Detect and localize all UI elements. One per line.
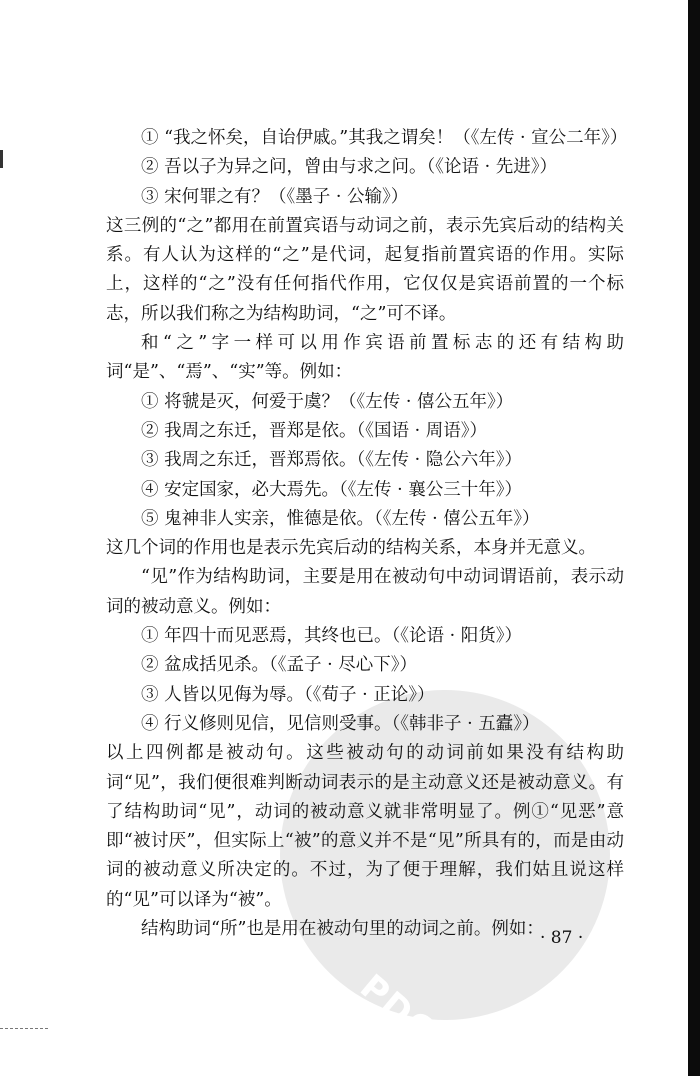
example-line: ② 盆成括见杀。（《孟子 · 尽心下》） — [141, 655, 417, 676]
explanation-paragraph: 以上四例都是被动句。这些被动句的动词前如果没有结构助词“见”，我们便很难判断动词表示的是主动意义还是被动意义。有了结构助词“见”，动词的被动意义就非常明显了。例①“见恶”意即“被讨厌”，但实际上“被”的意义并不是“见”所具有的，而是由动词的被动意义所决定的。不过，为了便于理解，我们姑且说这样的“见”可以译为“被”。 — [106, 743, 624, 910]
example-line: ① 将虢是灭，何爱于虞？（《左传 · 僖公五年》） — [141, 391, 514, 412]
watermark-text: PDG — [352, 966, 445, 1054]
page-body — [106, 124, 628, 944]
example-line: ⑤ 鬼神非人实亲，惟德是依。（《左传 · 僖公五年》） — [141, 508, 540, 529]
example-line: ③ 人皆以见侮为辱。（《荀子 · 正论》） — [141, 684, 435, 705]
page-number: · 87 · — [540, 928, 584, 948]
example-line: ④ 安定国家，必大焉先。（《左传 · 襄公三十年》） — [141, 479, 522, 500]
scan-edge-mark — [0, 150, 3, 168]
explanation-paragraph: 这几个词的作用也是表示先宾后动的结构关系，本身并无意义。 — [106, 538, 596, 559]
intro-paragraph: 结构助词“所”也是用在被动句里的动词之前。例如： — [141, 919, 544, 940]
intro-paragraph: 和“之”字一样可以用作宾语前置标志的还有结构助词“是”、“焉”、“实”等。例如： — [106, 333, 624, 383]
example-line: ① “我之怀矣，自诒伊戚。”其我之谓矣！（《左传 · 宣公二年》） — [141, 128, 628, 148]
example-line: ② 我周之东迁，晋郑是依。（《国语 · 周语》） — [141, 420, 487, 441]
example-line: ① 年四十而见恶焉，其终也已。（《论语 · 阳货》） — [141, 626, 522, 647]
example-line: ③ 我周之东迁，晋郑焉依。（《左传 · 隐公六年》） — [141, 450, 522, 471]
example-line: ④ 行义修则见信，见信则受事。（《韩非子 · 五蠹》） — [141, 713, 540, 734]
explanation-paragraph: 这三例的“之”都用在前置宾语与动词之前，表示先宾后动的结构关系。有人认为这样的“之”是代词，起复指前置宾语的作用。实际上，这样的“之”没有任何指代作用，它仅仅是宾语前置的一个标志，所以我们称之为结构助词，“之”可不译。 — [106, 215, 624, 324]
scan-edge-bottom — [0, 1028, 48, 1030]
scan-edge-right — [688, 0, 700, 1076]
example-line: ③ 宋何罪之有？（《墨子 · 公输》） — [141, 186, 409, 207]
example-line: ② 吾以子为异之问，曾由与求之问。（《论语 · 先进》） — [141, 157, 557, 178]
intro-paragraph: “见”作为结构助词，主要是用在被动句中动词谓语前，表示动词的被动意义。例如： — [106, 567, 624, 617]
